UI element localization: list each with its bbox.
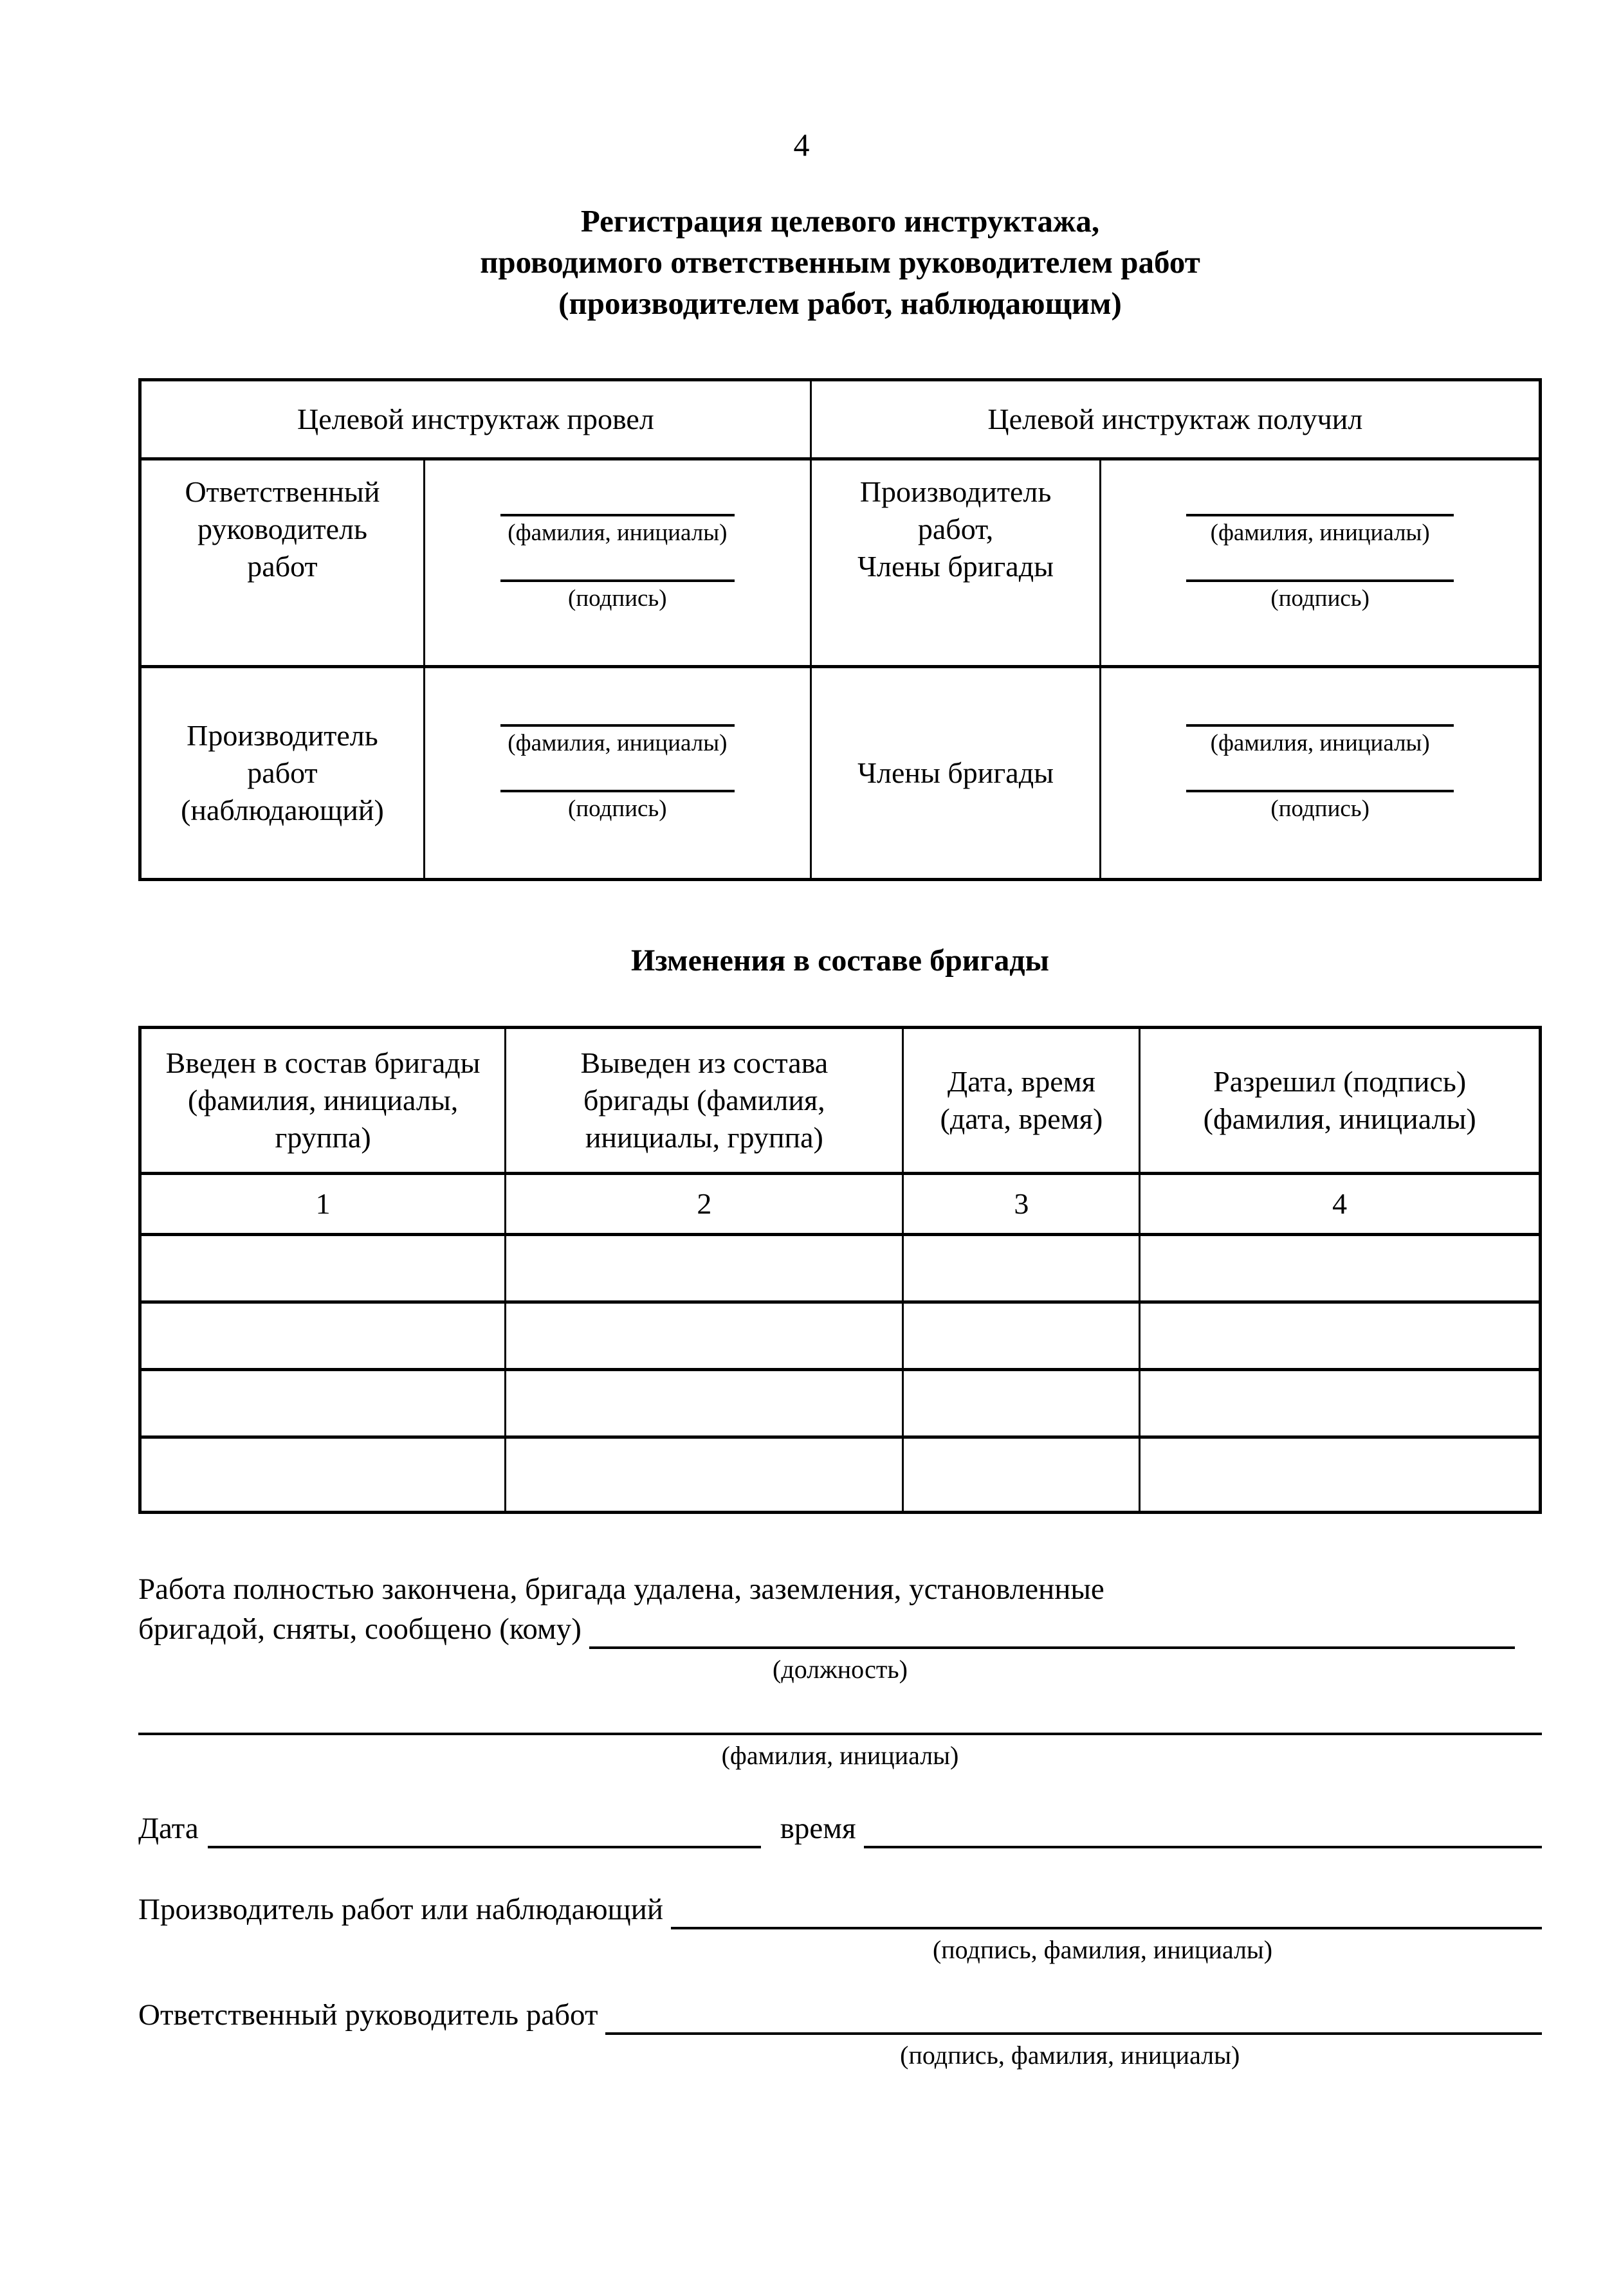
signature-hint-label: (подпись) <box>1270 796 1369 822</box>
completion-section <box>138 1569 1542 2075</box>
signature-cell <box>1101 459 1541 667</box>
empty-cell <box>140 1370 506 1437</box>
empty-cell <box>903 1302 1140 1370</box>
time-label: время <box>780 1812 856 1845</box>
header-line: инициалы, группа) <box>585 1121 823 1154</box>
signature-hint-label: (подпись) <box>1270 585 1369 612</box>
signature-block <box>500 723 735 823</box>
role-line: Производитель <box>187 719 378 752</box>
empty-cell <box>903 1437 1140 1513</box>
role-line: Члены бригады <box>857 756 1054 789</box>
column-number-row <box>140 1174 1541 1235</box>
name-blank-line <box>138 1707 1542 1735</box>
role-line: (наблюдающий) <box>181 794 384 826</box>
signature-block <box>1186 723 1454 823</box>
role-line: Члены бригады <box>857 550 1054 583</box>
briefing-role-cell <box>811 459 1101 667</box>
name-hint-label: (фамилия, инициалы) <box>1210 730 1430 756</box>
empty-cell <box>506 1437 903 1513</box>
reported-to-blank-line <box>589 1646 1515 1649</box>
briefing-row <box>140 459 1541 667</box>
role-line: Ответственный <box>185 475 380 508</box>
changes-header-added <box>140 1028 506 1174</box>
position-hint-label: (должность) <box>773 1655 908 1684</box>
signature-block <box>500 513 735 613</box>
briefing-header-received: Целевой инструктаж получил <box>811 380 1540 459</box>
producer-signature-hint-label: (подпись, фамилия, инициалы) <box>932 1935 1273 1964</box>
producer-signature-row <box>138 1890 1542 1969</box>
manager-signature-hint-label: (подпись, фамилия, инициалы) <box>900 2041 1240 2070</box>
header-line: (фамилия, инициалы, <box>187 1084 459 1116</box>
changes-table <box>138 1026 1542 1514</box>
page-number: 4 <box>793 127 810 163</box>
empty-cell <box>903 1370 1140 1437</box>
name-hint-label: (фамилия, инициалы) <box>721 1741 959 1770</box>
spacer <box>1186 547 1454 578</box>
column-number: 3 <box>903 1174 1140 1235</box>
empty-row <box>140 1370 1541 1437</box>
briefing-header-row <box>140 380 1541 459</box>
role-line: Производитель <box>859 475 1052 508</box>
role-line: работ <box>247 756 318 789</box>
role-line: руководитель <box>197 513 367 545</box>
changes-section-title: Изменения в составе бригады <box>630 943 1049 978</box>
header-line: группа) <box>275 1121 371 1154</box>
role-line: работ <box>247 550 318 583</box>
empty-cell <box>903 1235 1140 1302</box>
column-number: 4 <box>1140 1174 1541 1235</box>
changes-header-datetime <box>903 1028 1140 1174</box>
time-blank-line <box>864 1846 1542 1848</box>
date-blank-line <box>208 1846 761 1848</box>
name-hint-label: (фамилия, инициалы) <box>508 520 728 546</box>
column-number: 2 <box>506 1174 903 1235</box>
spacer <box>1186 758 1454 788</box>
signature-cell <box>1101 667 1541 880</box>
briefing-header-conducted: Целевой инструктаж провел <box>140 380 811 459</box>
header-line: Выведен из состава <box>580 1046 829 1079</box>
briefing-table <box>138 378 1542 881</box>
changes-header-removed <box>506 1028 903 1174</box>
name-hint-label: (фамилия, инициалы) <box>1210 520 1430 546</box>
document-title-line: Регистрация целевого инструктажа, <box>580 203 1100 239</box>
empty-cell <box>140 1302 506 1370</box>
header-line: (фамилия, инициалы) <box>1203 1102 1476 1135</box>
empty-cell <box>1140 1437 1541 1513</box>
header-line: бригады (фамилия, <box>583 1084 825 1116</box>
empty-row <box>140 1302 1541 1370</box>
briefing-role-cell <box>140 667 425 880</box>
column-number: 1 <box>140 1174 506 1235</box>
empty-cell <box>140 1235 506 1302</box>
date-time-row <box>138 1809 1542 1848</box>
briefing-role-cell <box>140 459 425 667</box>
completion-text-line2: бригадой, сняты, сообщено (кому) <box>138 1612 582 1646</box>
completion-text-line2-row <box>138 1609 1542 1649</box>
empty-cell <box>1140 1235 1541 1302</box>
empty-cell <box>506 1302 903 1370</box>
briefing-row <box>140 667 1541 880</box>
signature-hint-label: (подпись) <box>568 585 667 612</box>
signature-block <box>1186 513 1454 613</box>
changes-header-row <box>140 1028 1541 1174</box>
empty-cell <box>1140 1370 1541 1437</box>
date-label: Дата <box>138 1812 199 1845</box>
empty-cell <box>506 1370 903 1437</box>
header-line: Введен в состав бригады <box>165 1046 481 1079</box>
empty-cell <box>140 1437 506 1513</box>
empty-cell <box>1140 1302 1541 1370</box>
document-title-line: проводимого ответственным руководителем работ <box>480 244 1200 280</box>
spacer <box>500 547 735 578</box>
header-line: Дата, время <box>947 1065 1095 1098</box>
empty-row <box>140 1235 1541 1302</box>
producer-label: Производитель работ или наблюдающий <box>138 1893 664 1926</box>
header-line: Разрешил (подпись) <box>1213 1065 1467 1098</box>
manager-signature-row <box>138 1995 1542 2075</box>
header-line: (дата, время) <box>940 1102 1103 1135</box>
manager-label: Ответственный руководитель работ <box>138 1998 598 2032</box>
document-title <box>138 201 1542 324</box>
signature-hint-label: (подпись) <box>568 796 667 822</box>
name-hint-label: (фамилия, инициалы) <box>508 730 728 756</box>
signature-cell <box>424 667 811 880</box>
empty-row <box>140 1437 1541 1513</box>
briefing-role-cell <box>811 667 1101 880</box>
empty-cell <box>506 1235 903 1302</box>
completion-text-line1: Работа полностью закончена, бригада удалена, заземления, установленные <box>138 1572 1104 1606</box>
document-title-line: (производителем работ, наблюдающим) <box>558 286 1122 321</box>
spacer <box>500 758 735 788</box>
signature-cell <box>424 459 811 667</box>
role-line: работ, <box>917 513 994 545</box>
changes-header-permitted <box>1140 1028 1541 1174</box>
